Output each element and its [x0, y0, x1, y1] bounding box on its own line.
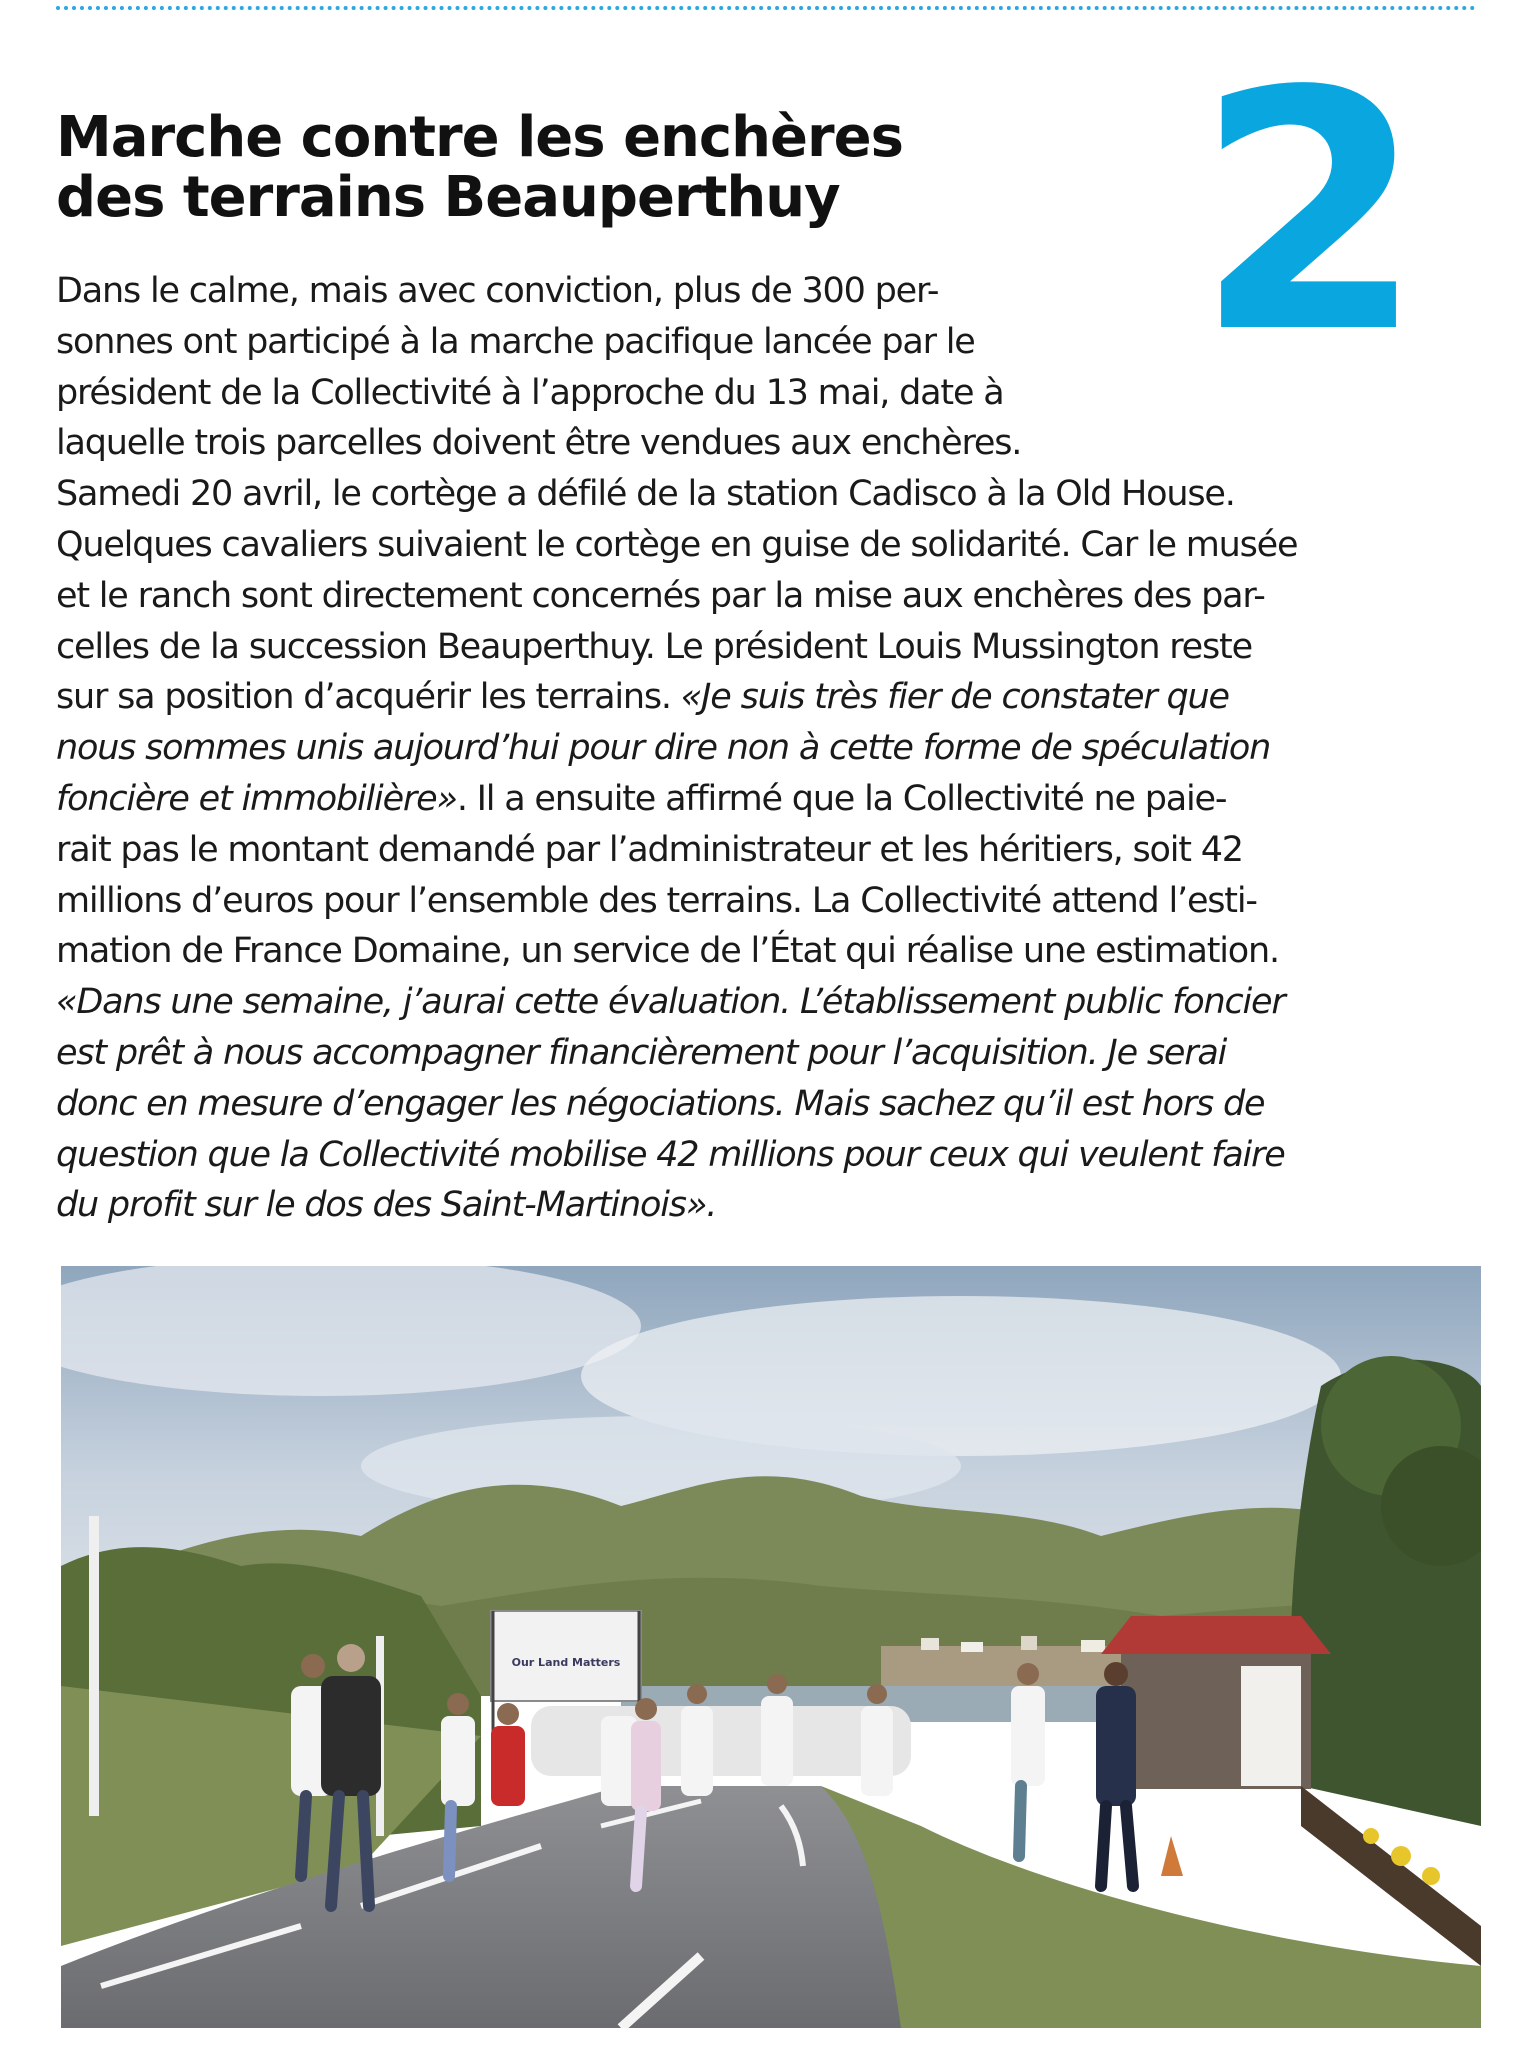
body-line — [56, 977, 1496, 1028]
body-text: celles de la succession Beauperthuy. Le président Louis Mussington reste — [56, 626, 1252, 667]
body-line — [56, 926, 1496, 977]
article-headline — [56, 105, 1176, 230]
headline-line-2: des terrains Beauperthuy — [56, 165, 840, 230]
headline-line-1: Marche contre les enchères — [56, 105, 903, 170]
top-dotted-rule — [56, 6, 1476, 10]
body-line — [56, 876, 1496, 927]
quote-text: donc en mesure d’engager les négociations. Mais sachez qu’il est hors de — [56, 1083, 1265, 1124]
body-line — [56, 1028, 1496, 1079]
quote-text: est prêt à nous accompagner financièrement pour l’acquisition. Je serai — [56, 1032, 1227, 1073]
quote-text: du profit sur le dos des Saint-Martinois». — [56, 1185, 717, 1226]
page-number: 2 — [1195, 21, 1425, 405]
body-text: Dans le calme, mais avec conviction, plus de 300 per- — [56, 271, 939, 311]
body-line — [56, 520, 1496, 571]
body-text: rait pas le montant demandé par l’administrateur et les héritiers, soit 42 — [56, 829, 1243, 870]
body-line — [56, 368, 1496, 419]
body-text: président de la Collectivité à l’approche du 13 mai, date à — [56, 372, 1004, 413]
body-line — [56, 825, 1496, 876]
body-line — [56, 723, 1496, 774]
body-line — [56, 774, 1496, 825]
quote-text: foncière et immobilière» — [56, 778, 457, 819]
body-line — [56, 1079, 1496, 1130]
body-text: millions d’euros pour l’ensemble des terrains. La Collectivité attend l’esti- — [56, 880, 1257, 921]
body-line — [56, 469, 1496, 520]
body-line — [56, 571, 1496, 622]
body-text: . Il a ensuite affirmé que la Collectivité ne paie- — [456, 778, 1227, 819]
body-line — [56, 672, 1496, 723]
body-text: sur sa position d’acquérir les terrains. — [56, 677, 681, 718]
body-line — [56, 266, 1496, 317]
body-text: et le ranch sont directement concernés par la mise aux enchères des par- — [56, 575, 1265, 616]
body-line — [56, 1130, 1496, 1181]
quote-text: question que la Collectivité mobilise 42 millions pour ceux qui veulent faire — [56, 1134, 1285, 1175]
body-line — [56, 622, 1496, 673]
body-text: laquelle trois parcelles doivent être vendues aux enchères. — [56, 423, 1022, 464]
quote-text: nous sommes unis aujourd’hui pour dire non à cette forme de spéculation — [56, 728, 1271, 769]
quote-text: «Dans une semaine, j’aurai cette évaluation. L’établissement public foncier — [56, 982, 1285, 1023]
body-text: mation de France Domaine, un service de l’État qui réalise une estimation. — [56, 931, 1279, 972]
body-text: sonnes ont participé à la marche pacifique lancée par le — [56, 321, 975, 362]
body-line — [56, 1180, 1496, 1231]
article-body — [56, 266, 1496, 1231]
body-text: Samedi 20 avril, le cortège a défilé de la station Cadisco à la Old House. — [56, 474, 1235, 515]
quote-text: «Je suis très fier de constater que — [680, 677, 1229, 718]
banner-text: Our Land Matters — [511, 1656, 621, 1669]
body-line — [56, 418, 1496, 469]
march-photo — [61, 1266, 1481, 2028]
body-text: Quelques cavaliers suivaient le cortège en guise de solidarité. Car le musée — [56, 524, 1298, 565]
body-line — [56, 317, 1496, 368]
